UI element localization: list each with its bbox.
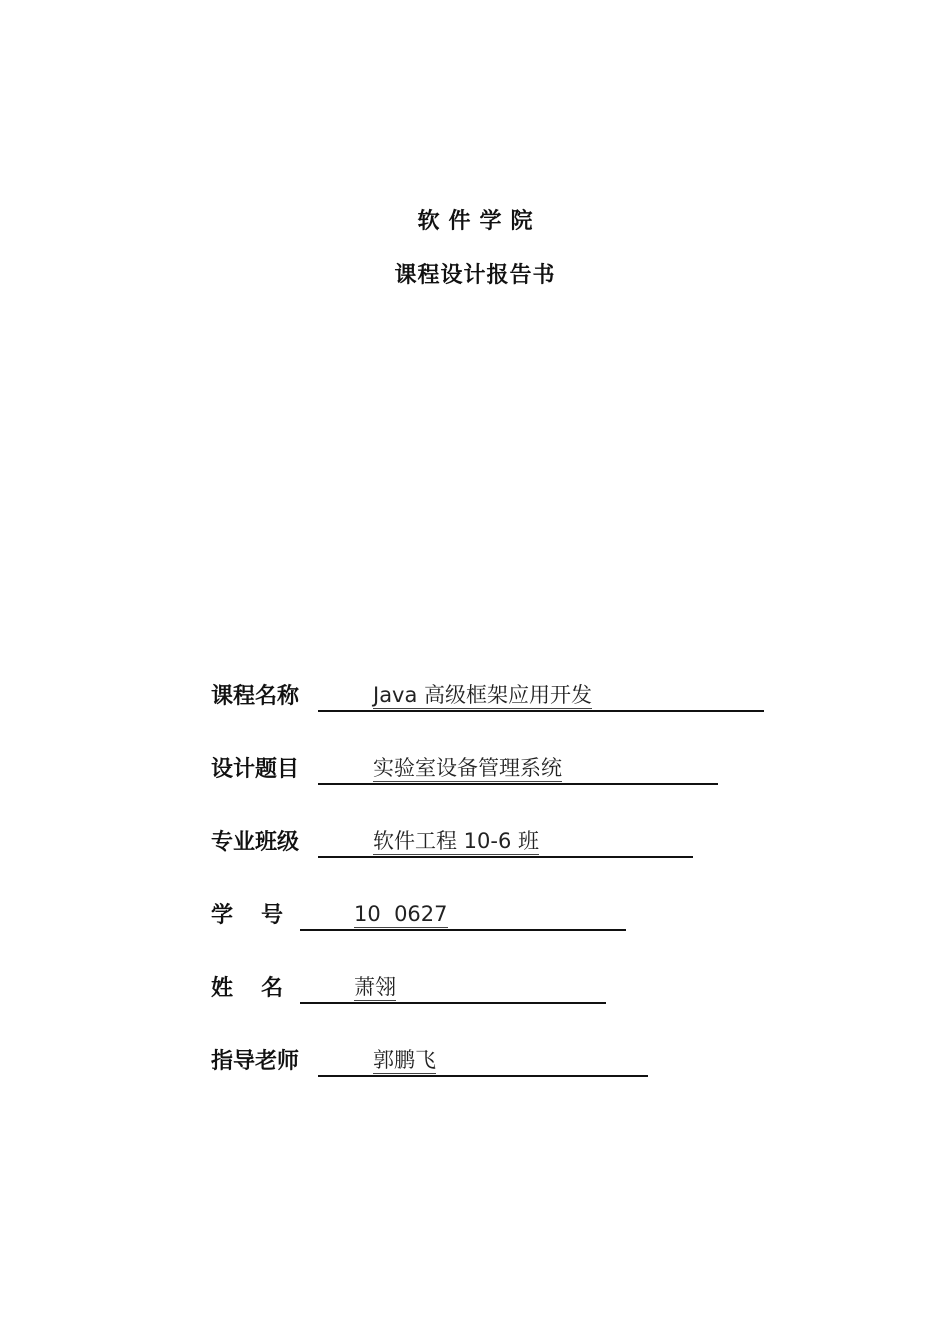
student-id-value: 10 0627 <box>354 902 448 926</box>
advisor-field <box>318 1047 648 1077</box>
design-topic-field <box>318 755 718 785</box>
design-topic-label: 设计题目 <box>211 757 300 782</box>
student-id-label: 学号 <box>211 903 312 928</box>
course-name-label: 课程名称 <box>211 684 300 709</box>
design-topic-value: 实验室设备管理系统 <box>373 756 562 780</box>
advisor-value: 郭鹏飞 <box>373 1048 436 1072</box>
major-class-label: 专业班级 <box>211 830 300 855</box>
name-field <box>300 974 606 1004</box>
course-name-field <box>318 682 764 712</box>
school-name: 软件学院 <box>417 209 542 234</box>
course-name-value: Java 高级框架应用开发 <box>373 683 593 707</box>
student-id-field <box>300 901 626 931</box>
name-label: 姓名 <box>211 976 312 1001</box>
name-value: 萧翎 <box>354 975 396 999</box>
report-title: 课程设计报告书 <box>394 263 556 288</box>
major-class-field <box>318 828 693 858</box>
advisor-label: 指导老师 <box>211 1049 300 1074</box>
major-class-value: 软件工程 10-6 班 <box>373 829 540 853</box>
